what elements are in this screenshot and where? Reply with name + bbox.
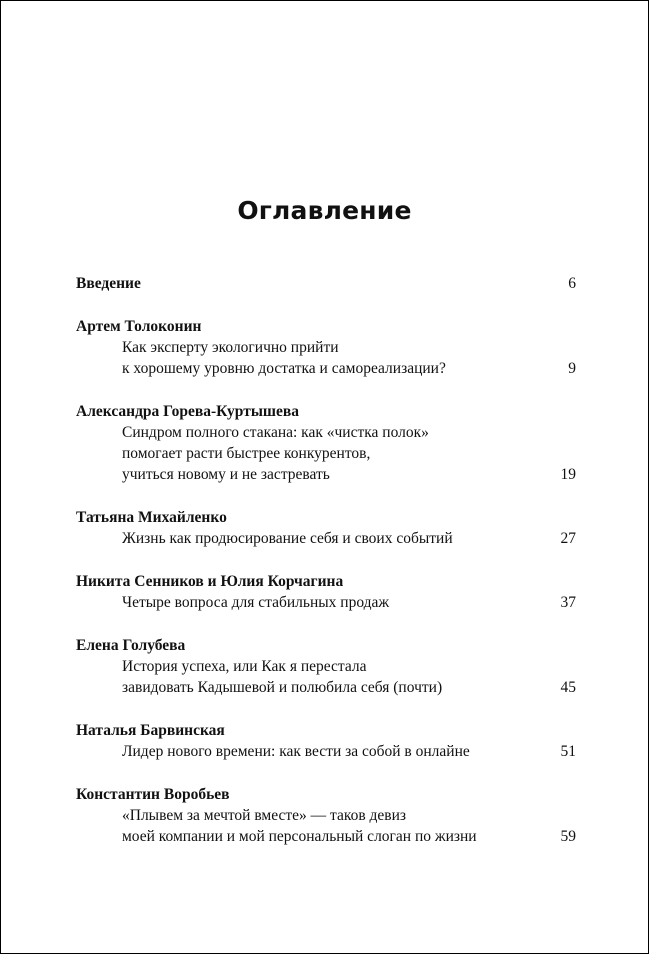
toc-entry [76, 784, 576, 847]
toc-entry-title [76, 592, 576, 613]
toc-entry-page-number: 59 [560, 828, 576, 845]
toc-entry [76, 635, 576, 698]
toc-entry [76, 401, 576, 485]
toc-entry-page-number: 9 [568, 360, 576, 377]
toc-entry-page-number: 6 [568, 275, 576, 292]
toc-entry-page-number: 27 [560, 530, 576, 547]
toc-entry-title-line: завидовать Кадышевой и полюбила себя (почти) [122, 679, 443, 696]
toc-entry-author: Никита Сенников и Юлия Корчагина [76, 573, 344, 590]
toc-entry-title-line: Четыре вопроса для стабильных продаж [122, 594, 390, 611]
toc-entry-title-line: Как эксперту экологично прийти [122, 339, 339, 356]
toc-entry [76, 507, 576, 549]
toc-entry-page-number: 51 [560, 743, 576, 760]
toc-entry-title [76, 741, 576, 762]
toc-entry-author: Татьяна Михайленко [76, 509, 227, 526]
toc-entry [76, 720, 576, 762]
toc-entry-page-number: 45 [560, 679, 576, 696]
toc-entry-title-line: Синдром полного стакана: как «чистка полок» [122, 424, 429, 441]
toc-entry-title-line: помогает расти быстрее конкурентов, [122, 445, 371, 462]
toc-entry-author: Елена Голубева [76, 637, 186, 654]
toc-entry-page-number: 37 [560, 594, 576, 611]
toc-entry-title [76, 422, 576, 485]
table-of-contents [76, 273, 576, 869]
toc-entry-author: Александра Горева-Куртышева [76, 403, 300, 420]
toc-entry-author: Введение [76, 275, 141, 292]
toc-entry-author: Артем Толоконин [76, 318, 202, 335]
toc-entry-title-line: учиться новому и не застревать [122, 466, 330, 483]
toc-entry-title-line: Лидер нового времени: как вести за собой в онлайне [122, 743, 470, 760]
toc-entry-author: Наталья Барвинская [76, 722, 225, 739]
toc-entry-title-line: «Плывем за мечтой вместе» — таков девиз [122, 807, 407, 824]
toc-entry-page-number: 19 [560, 466, 576, 483]
page-title: Оглавление [237, 195, 412, 225]
toc-entry-title-line: к хорошему уровню достатка и самореализации? [122, 360, 446, 377]
toc-entry-title [76, 337, 576, 379]
toc-entry [76, 273, 576, 294]
toc-entry-title-line: История успеха, или Как я перестала [122, 658, 367, 675]
toc-entry-title [76, 528, 576, 549]
toc-entry-title-line: Жизнь как продюсирование себя и своих событий [122, 530, 453, 547]
toc-entry [76, 316, 576, 379]
toc-entry-title [76, 656, 576, 698]
toc-entry [76, 571, 576, 613]
toc-entry-author: Константин Воробьев [76, 786, 230, 803]
toc-entry-title [76, 805, 576, 847]
toc-entry-title-line: моей компании и мой персональный слоган по жизни [122, 828, 477, 845]
